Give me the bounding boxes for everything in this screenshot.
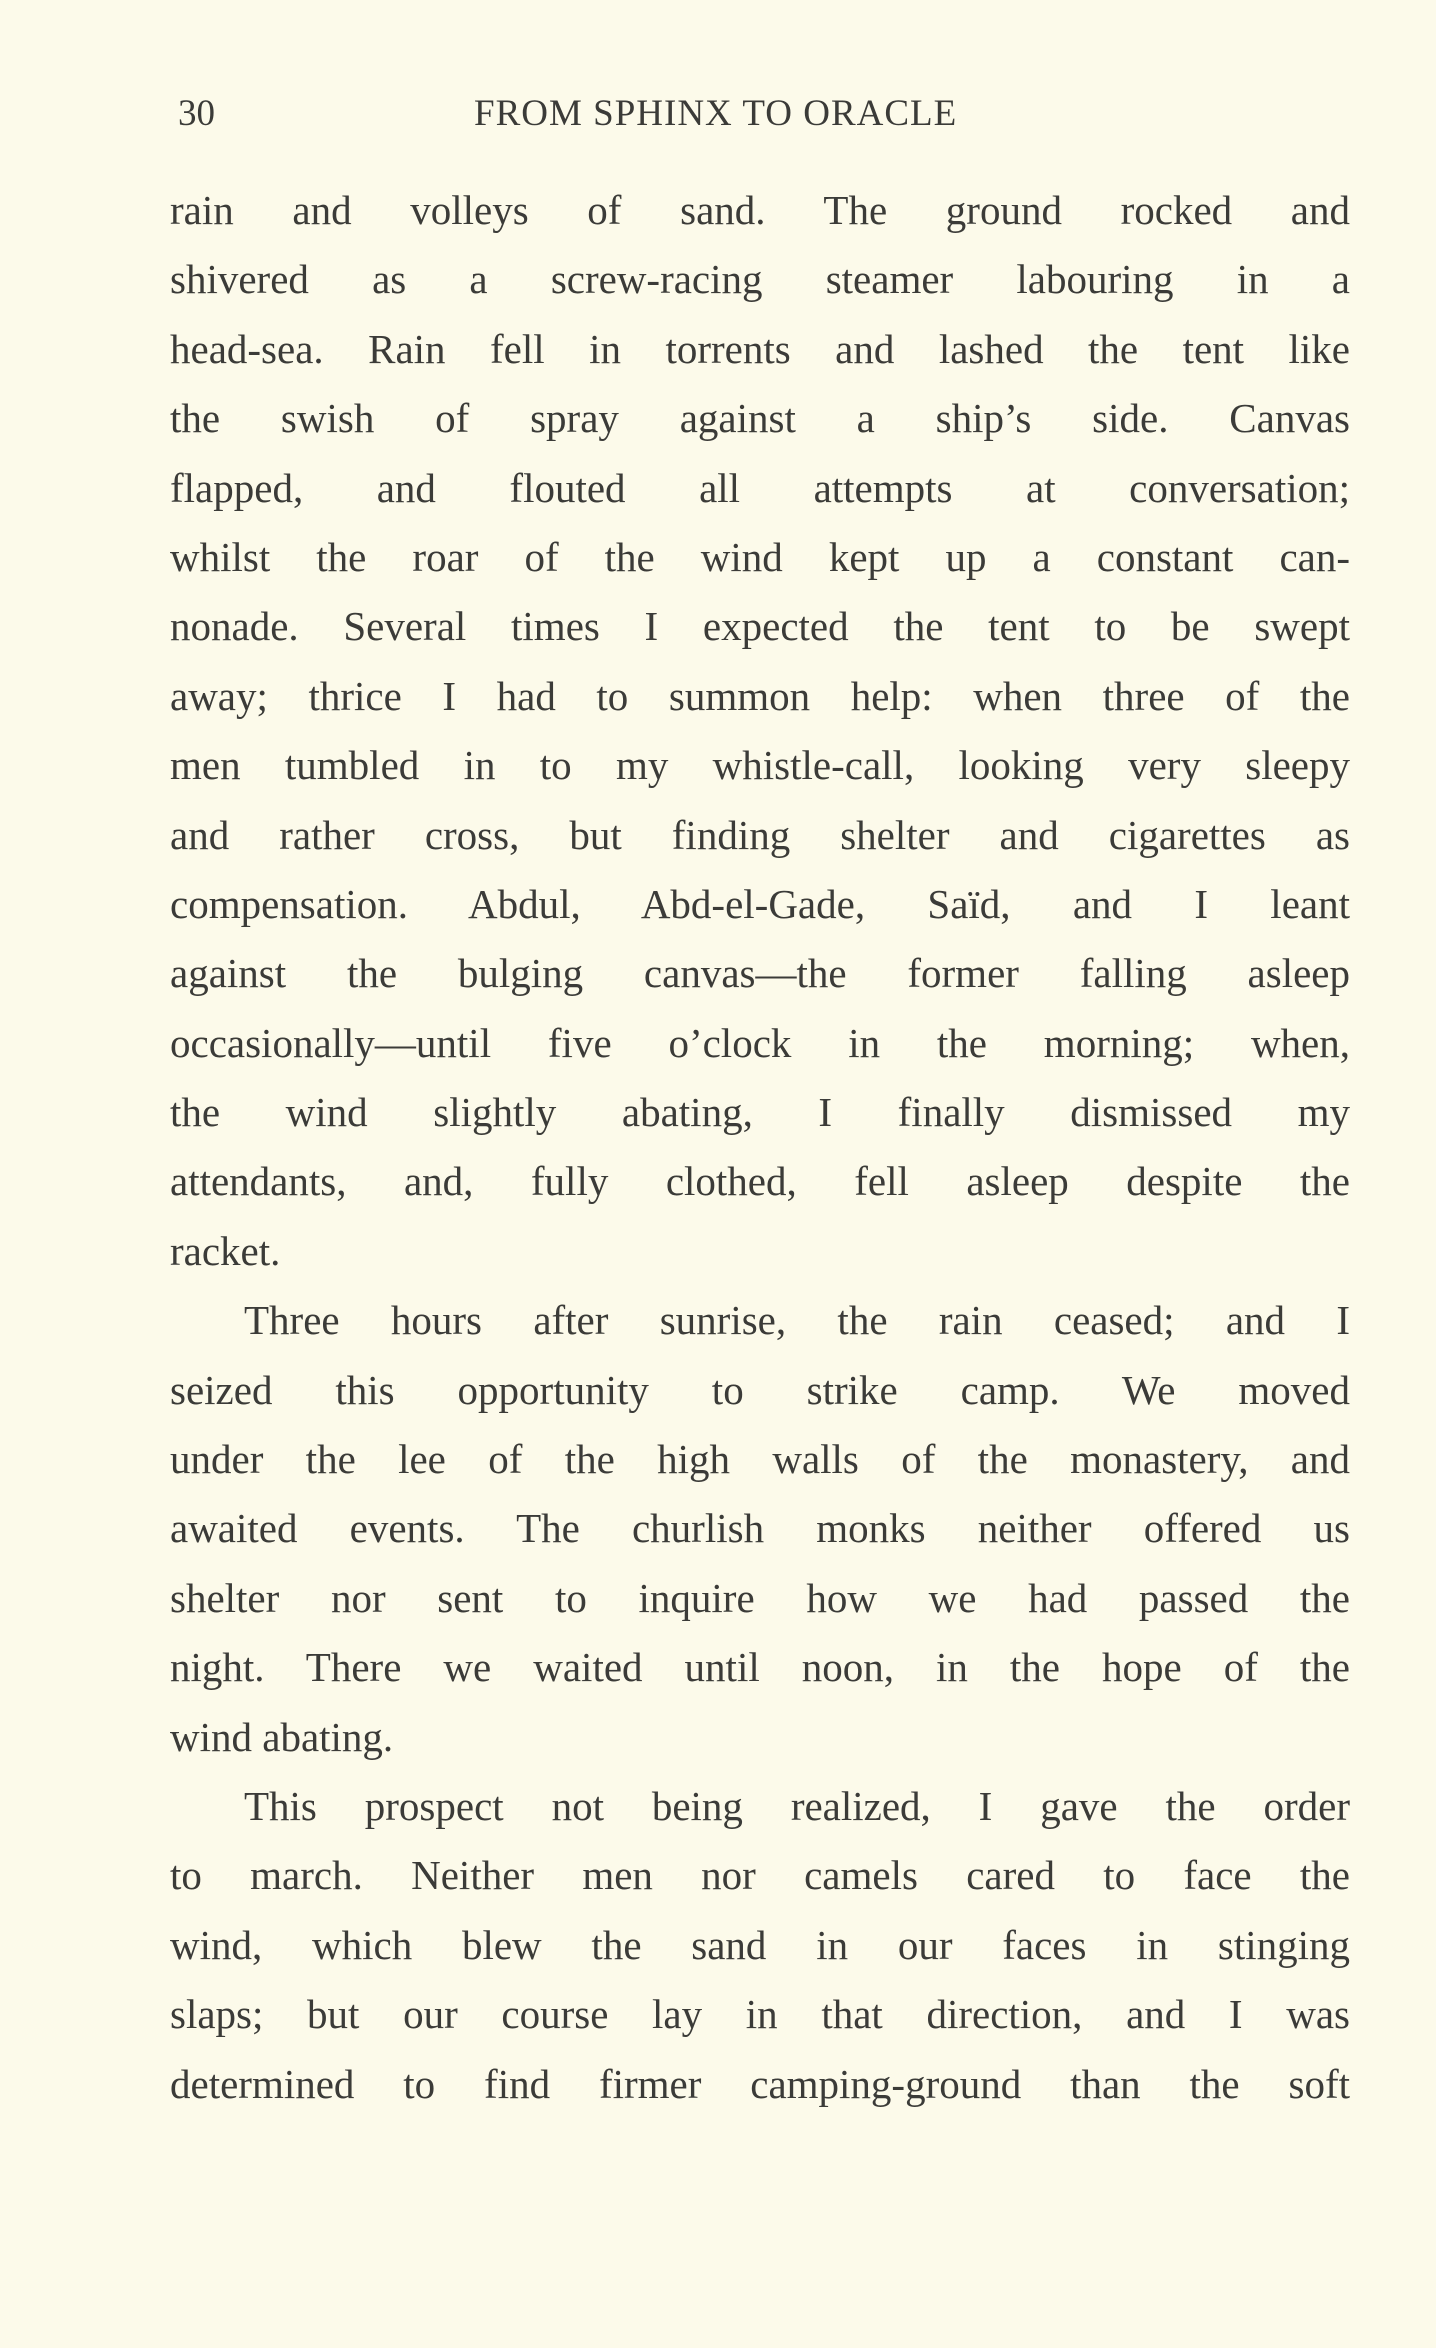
running-header [178, 84, 1078, 144]
text-line: wind abating. [170, 1713, 394, 1760]
text-line: men tumbled in to my whistle-call, looking very sleepy [170, 742, 1350, 789]
text-line: awaited events. The churlish monks neither offered us [170, 1505, 1350, 1552]
text-line: flapped, and flouted all attempts at conversation; [170, 464, 1350, 511]
text-line: under the lee of the high walls of the monastery, and [170, 1436, 1350, 1483]
text-line: and rather cross, but finding shelter and cigarettes as [170, 811, 1350, 858]
text-line: against the bulging canvas—the former falling asleep [170, 950, 1350, 997]
text-line: nonade. Several times I expected the tent to be swept [170, 603, 1350, 650]
text-line: attendants, and, fully clothed, fell asleep despite the [170, 1158, 1350, 1205]
text-line: wind, which blew the sand in our faces in stinging [170, 1921, 1350, 1968]
text-line: shivered as a screw-racing steamer labouring in a [170, 256, 1350, 303]
text-line: away; thrice I had to summon help: when three of the [170, 672, 1350, 719]
page-body-text [170, 176, 1350, 2119]
text-line: determined to find firmer camping-ground than the soft [170, 2060, 1350, 2107]
text-line: head-sea. Rain fell in torrents and lashed the tent like [170, 325, 1350, 372]
text-line: racket. [170, 1227, 281, 1274]
text-line: occasionally—until five o’clock in the morning; when, [170, 1019, 1350, 1066]
text-line: slaps; but our course lay in that direction, and I was [170, 1991, 1350, 2038]
text-line: the wind slightly abating, I finally dismissed my [170, 1089, 1350, 1136]
text-line: to march. Neither men nor camels cared to face the [170, 1852, 1350, 1899]
text-line: rain and volleys of sand. The ground rocked and [170, 187, 1350, 233]
text-line: compensation. Abdul, Abd-el-Gade, Saïd, and I leant [170, 880, 1350, 927]
paragraph-start-line: This prospect not being realized, I gave the order [244, 1782, 1350, 1829]
paragraph-start-line: Three hours after sunrise, the rain ceased; and I [244, 1297, 1350, 1344]
text-line: whilst the roar of the wind kept up a constant can- [170, 533, 1350, 580]
running-title: FROM SPHINX TO ORACLE [474, 93, 958, 134]
page-number: 30 [178, 93, 215, 134]
text-line: shelter nor sent to inquire how we had passed the [170, 1574, 1350, 1621]
text-line: the swish of spray against a ship’s side. Canvas [170, 395, 1350, 442]
text-line: seized this opportunity to strike camp. We moved [170, 1366, 1350, 1413]
text-line: night. There we waited until noon, in the hope of the [170, 1644, 1350, 1691]
